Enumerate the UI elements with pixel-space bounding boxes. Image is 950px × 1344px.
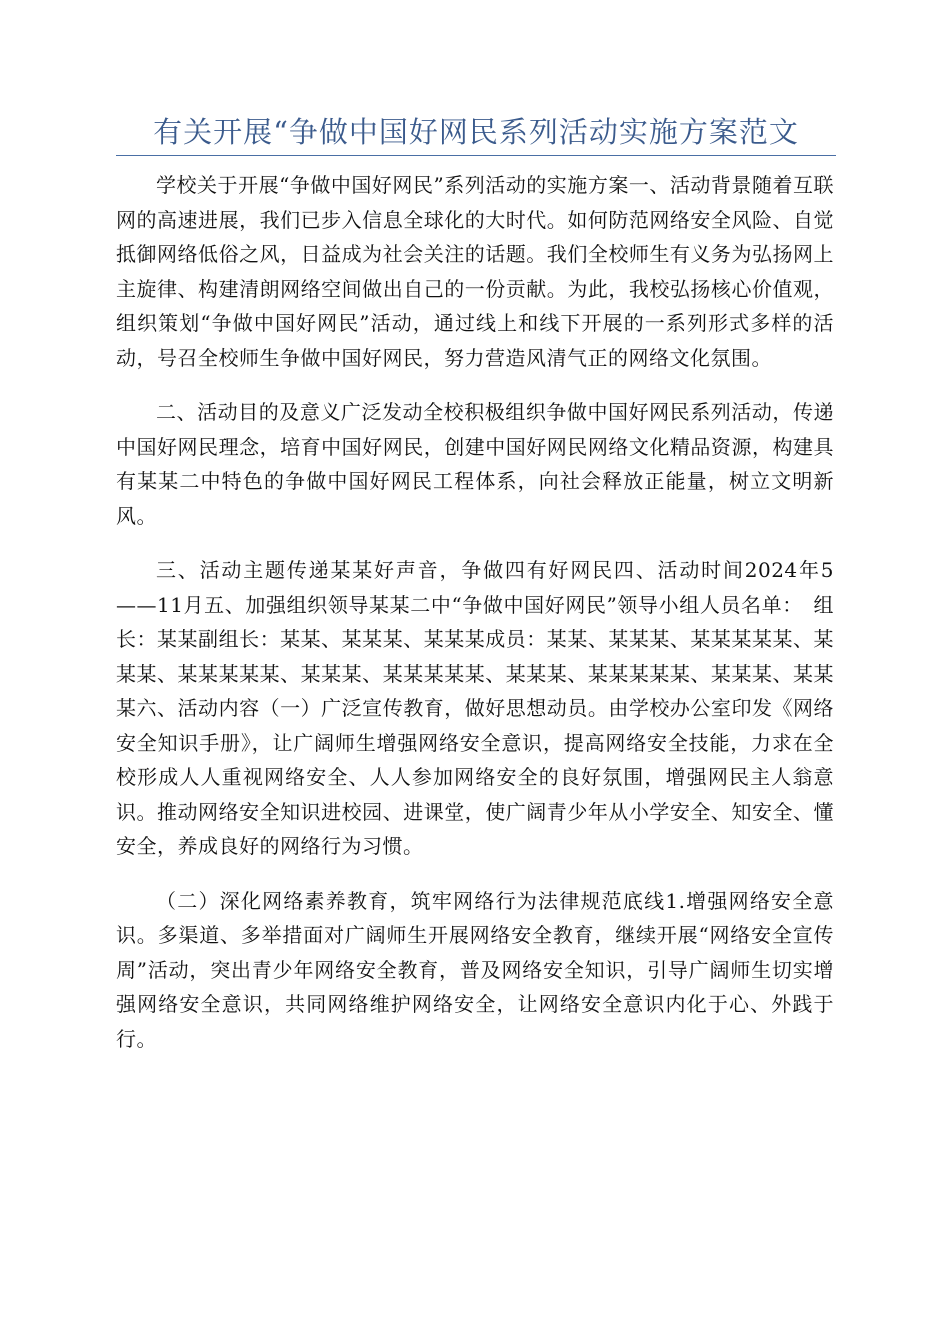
paragraph-theme-and-content: 三、活动主题传递某某好声音，争做四有好网民四、活动时间2024年5——11月五、加强组织领导某某二中“争做中国好网民”领导小组人员名单： 组长：某某副组长：某某、某某某、某某某成员：某某、某某某、某某某某某、某某某、某某某某某、某某某、某某某某某、某某某、某某某某某、某某某、某某某六、活动内容（一）广泛宣传教育，做好思想动员。由学校办公室印发《网络安全知识手册》，让广阔师生增强网络安全意识，提高网络安全技能，力求在全校形成人人重视网络安全、人人参加网络安全的良好氛围，增强网民主人翁意识。推动网络安全知识进校园、进课堂，使广阔青少年从小学安全、知安全、懂安全，养成良好的网络行为习惯。 (116, 558, 834, 858)
paragraph-literacy-education: （二）深化网络素养教育，筑牢网络行为法律规范底线1.增强网络安全意识。多渠道、多举措面对广阔师生开展网络安全教育，继续开展“网络安全宣传周”活动，突出青少年网络安全教育，普及网络安全知识，引导广阔师生切实增强网络安全意识，共同网络维护网络安全，让网络安全意识内化于心、外践于行。 (116, 888, 834, 1051)
document-title: 有关开展“争做中国好网民系列活动实施方案范文 (153, 115, 799, 149)
paragraph-purpose: 二、活动目的及意义广泛发动全校积极组织争做中国好网民系列活动，传递中国好网民理念，培育中国好网民，创建中国好网民网络文化精品资源，构建具有某某二中特色的争做中国好网民工程体系，向社会释放正能量，树立文明新风。 (116, 400, 834, 528)
paragraph-background: 学校关于开展“争做中国好网民”系列活动的实施方案一、活动背景随着互联网的高速进展，我们已步入信息全球化的大时代。如何防范网络安全风险、自觉抵御网络低俗之风，日益成为社会关注的话题。我们全校师生有义务为弘扬网上主旋律、构建清朗网络空间做出自己的一份贡献。为此，我校弘扬核心价值观，组织策划“争做中国好网民”活动，通过线上和线下开展的一系列形式多样的活动，号召全校师生争做中国好网民，努力营造风清气正的网络文化氛围。 (116, 173, 834, 370)
title-underline (116, 155, 836, 156)
document-body (116, 168, 834, 1076)
